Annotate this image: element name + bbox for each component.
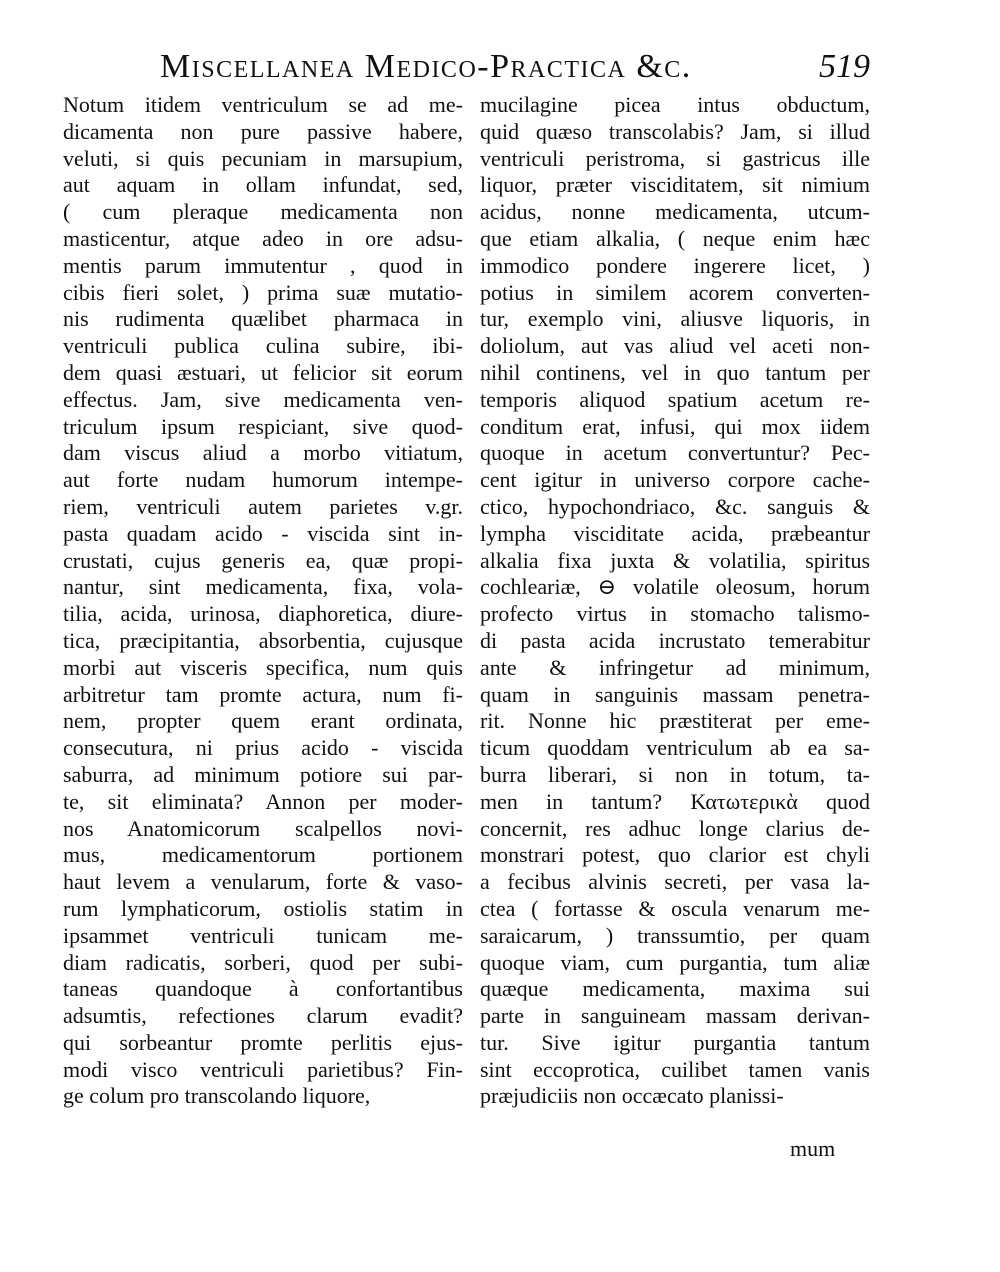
- text-line: masticentur, atque adeo in ore adsu-: [63, 225, 463, 251]
- text-line: nantur, sint medicamenta, fixa, vola-: [63, 574, 463, 600]
- text-line: nihil continens, vel in quo tantum per: [480, 359, 870, 385]
- text-line: cochleariæ, ⊖ volatile oleosum, horum: [480, 574, 870, 600]
- text-line: nis rudimenta quælibet pharmaca in: [63, 306, 463, 332]
- right-text-column: [480, 92, 870, 1110]
- text-line: dicamenta non pure passive habere,: [63, 118, 463, 144]
- text-line: aut aquam in ollam infundat, sed,: [63, 172, 463, 198]
- text-line: riem, ventriculi autem parietes v.gr.: [63, 493, 463, 519]
- text-line: quoque in acetum convertuntur? Pec-: [480, 440, 870, 466]
- text-line: aut forte nudam humorum intempe-: [63, 467, 463, 493]
- text-line: quid quæso transcolabis? Jam, si illud: [480, 118, 870, 144]
- text-line: alkalia fixa juxta & volatilia, spiritus: [480, 547, 870, 573]
- text-line: quoque viam, cum purgantia, tum aliæ: [480, 949, 870, 975]
- text-line: diam radicatis, sorberi, quod per subi-: [63, 949, 463, 975]
- text-line: qui sorbeantur promte perlitis ejus-: [63, 1029, 463, 1055]
- left-text-column: [63, 92, 463, 1110]
- text-line: ( cum pleraque medicamenta non: [63, 199, 463, 225]
- text-line: a fecibus alvinis secreti, per vasa la-: [480, 869, 870, 895]
- text-line: nos Anatomicorum scalpellos novi-: [63, 815, 463, 841]
- text-line: arbitretur tam promte actura, num fi-: [63, 681, 463, 707]
- text-line: monstrari potest, quo clarior est chyli: [480, 842, 870, 868]
- text-line: ante & infringetur ad minimum,: [480, 654, 870, 680]
- text-line: concernit, res adhuc longe clarius de-: [480, 815, 870, 841]
- text-line: cent igitur in universo corpore cache-: [480, 467, 870, 493]
- text-line: Notum itidem ventriculum se ad me-: [63, 92, 463, 117]
- text-line: ventriculi peristroma, si gastricus ille: [480, 145, 870, 171]
- text-line: mentis parum immutentur , quod in: [63, 252, 463, 278]
- text-line: mus, medicamentorum portionem: [63, 842, 463, 868]
- text-line: te, sit eliminata? Annon per moder-: [63, 788, 463, 814]
- text-line: rum lymphaticorum, ostiolis statim in: [63, 895, 463, 921]
- text-line: modi visco ventriculi parietibus? Fin-: [63, 1056, 463, 1082]
- text-line: parte in sanguineam massam derivan-: [480, 1003, 870, 1029]
- text-line: dam viscus aliud a morbo vitiatum,: [63, 440, 463, 466]
- text-line: adsumtis, refectiones clarum evadit?: [63, 1003, 463, 1029]
- text-line: men in tantum? Κατωτερικὰ quod: [480, 788, 870, 814]
- text-line: burra liberari, si non in totum, ta-: [480, 761, 870, 787]
- text-line: acidus, nonne medicamenta, utcum-: [480, 199, 870, 225]
- text-line: dem quasi æstuari, ut felicior sit eorum: [63, 359, 463, 385]
- text-line: cibis fieri solet, ) prima suæ mutatio-: [63, 279, 463, 305]
- text-line: ticum quoddam ventriculum ab ea sa-: [480, 735, 870, 761]
- text-line: liquor, præter visciditatem, sit nimium: [480, 172, 870, 198]
- text-line: immodico pondere ingerere licet, ): [480, 252, 870, 278]
- text-line: ipsammet ventriculi tunicam me-: [63, 922, 463, 948]
- catchword: mum: [790, 1136, 836, 1161]
- text-line: ctea ( fortasse & oscula venarum me-: [480, 895, 870, 921]
- text-line: ventriculi publica culina subire, ibi-: [63, 333, 463, 359]
- text-line: tica, præcipitantia, absorbentia, cujusque: [63, 627, 463, 653]
- text-line: profecto virtus in stomacho talismo-: [480, 601, 870, 627]
- text-line: tilia, acida, urinosa, diaphoretica, diure-: [63, 601, 463, 627]
- text-line: temporis aliquod spatium acetum re-: [480, 386, 870, 412]
- text-line: quæque medicamenta, maxima sui: [480, 976, 870, 1002]
- text-line: que etiam alkalia, ( neque enim hæc: [480, 225, 870, 251]
- text-line: veluti, si quis pecuniam in marsupium,: [63, 145, 463, 171]
- text-line: nem, propter quem erant ordinata,: [63, 708, 463, 734]
- text-line: di pasta acida incrustato temerabitur: [480, 627, 870, 653]
- text-line: conditum erat, infusi, qui mox iidem: [480, 413, 870, 439]
- text-line: lympha visciditate acida, præbeantur: [480, 520, 870, 546]
- text-line: tur, exemplo vini, aliusve liquoris, in: [480, 306, 870, 332]
- text-line: tur. Sive igitur purgantia tantum: [480, 1029, 870, 1055]
- page-number: 519: [819, 48, 870, 85]
- text-line: sint eccoprotica, cuilibet tamen vanis: [480, 1056, 870, 1082]
- running-title: Miscellanea Medico-Practica &c.: [160, 48, 692, 85]
- text-line: potius in similem acorem converten-: [480, 279, 870, 305]
- text-line: crustati, cujus generis ea, quæ propi-: [63, 547, 463, 573]
- text-line: quam in sanguinis massam penetra-: [480, 681, 870, 707]
- text-line: saburra, ad minimum potiore sui par-: [63, 761, 463, 787]
- text-line: haut levem a venularum, forte & vaso-: [63, 869, 463, 895]
- running-header: [160, 48, 880, 92]
- text-line: triculum ipsum respiciant, sive quod-: [63, 413, 463, 439]
- text-line: pasta quadam acido - viscida sint in-: [63, 520, 463, 546]
- text-line: doliolum, aut vas aliud vel aceti non-: [480, 333, 870, 359]
- text-line: taneas quandoque à confortantibus: [63, 976, 463, 1002]
- text-line: morbi aut visceris specifica, num quis: [63, 654, 463, 680]
- text-line: præjudiciis non occæcato planissi-: [480, 1083, 784, 1109]
- text-line: saraicarum, ) transsumtio, per quam: [480, 922, 870, 948]
- text-line: effectus. Jam, sive medicamenta ven-: [63, 386, 463, 412]
- text-line: rit. Nonne hic præstiterat per eme-: [480, 708, 870, 734]
- text-line: consecutura, ni prius acido - viscida: [63, 735, 463, 761]
- text-line: ge colum pro transcolando liquore,: [63, 1083, 371, 1109]
- text-line: mucilagine picea intus obductum,: [480, 92, 870, 117]
- text-line: ctico, hypochondriaco, &c. sanguis &: [480, 493, 870, 519]
